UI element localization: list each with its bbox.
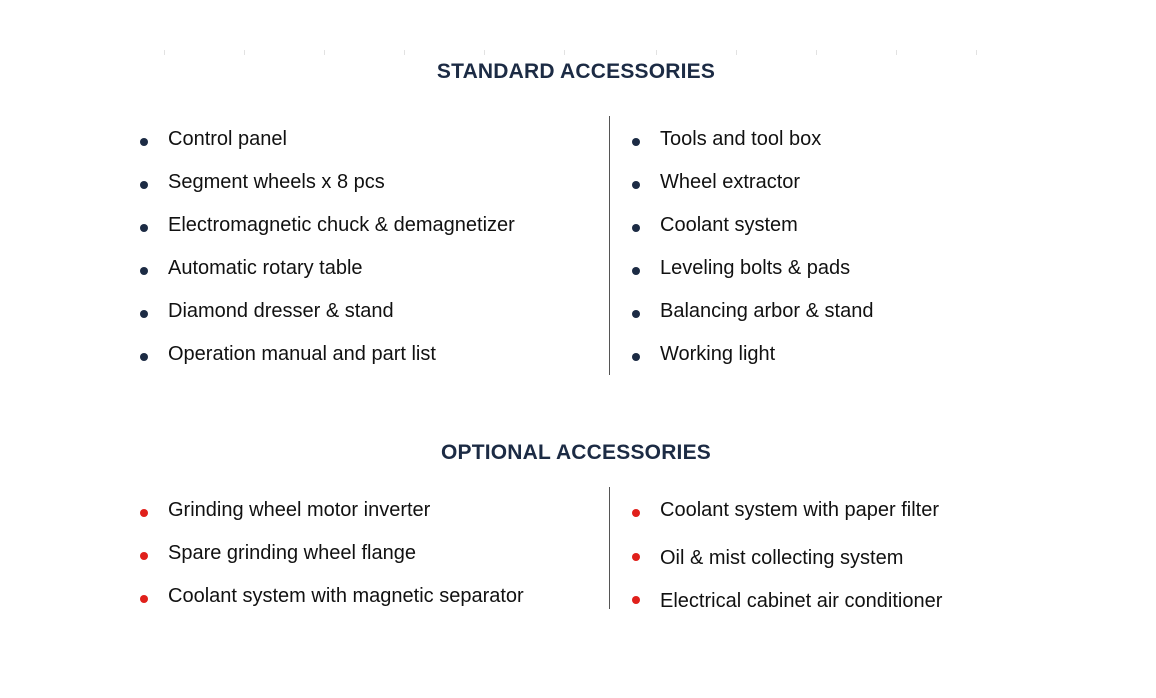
bullet-icon	[632, 181, 640, 189]
top-tick-marks	[164, 50, 980, 56]
bullet-icon	[632, 553, 640, 561]
bullet-icon	[140, 138, 148, 146]
standard-column-divider	[609, 116, 610, 375]
optional-column-divider	[609, 487, 610, 609]
bullet-icon	[140, 353, 148, 361]
bullet-icon	[632, 353, 640, 361]
bullet-icon	[632, 509, 640, 517]
bullet-icon	[632, 138, 640, 146]
bullet-icon	[140, 595, 148, 603]
bullet-icon	[632, 596, 640, 604]
bullet-icon	[140, 552, 148, 560]
optional-accessories-title: OPTIONAL ACCESSORIES	[440, 441, 712, 464]
bullet-icon	[140, 181, 148, 189]
bullet-icon	[140, 224, 148, 232]
bullet-icon	[632, 267, 640, 275]
bullet-icon	[140, 267, 148, 275]
bullet-icon	[632, 310, 640, 318]
bullet-icon	[140, 509, 148, 517]
standard-accessories-title: STANDARD ACCESSORIES	[436, 60, 716, 83]
bullet-icon	[632, 224, 640, 232]
bullet-icon	[140, 310, 148, 318]
